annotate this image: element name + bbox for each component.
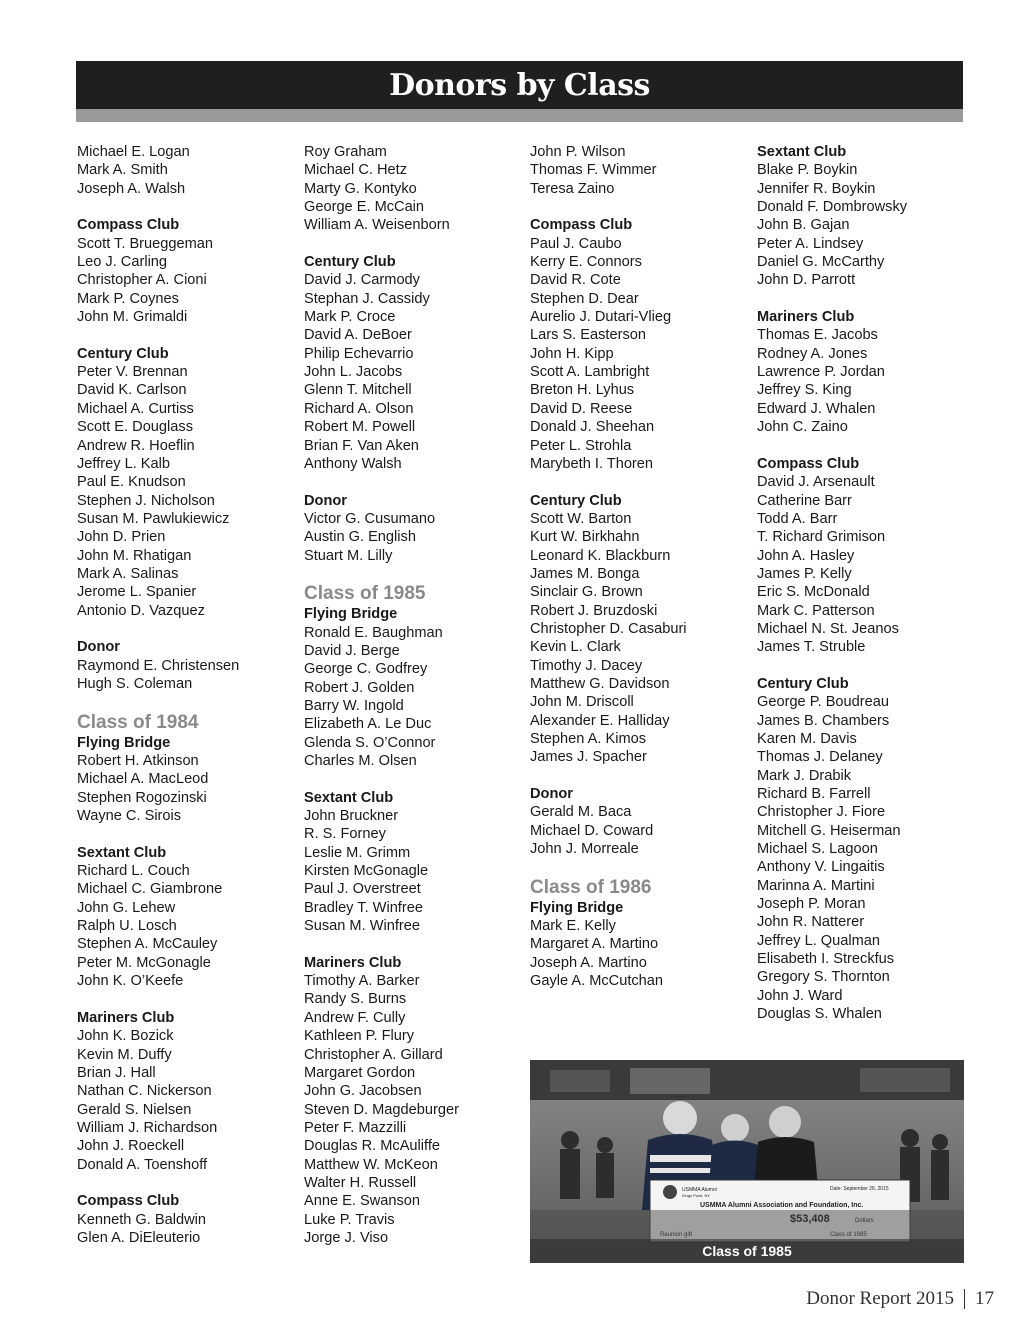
donor-name: Gregory S. Thornton [757,969,890,986]
giving-level-heading: Mariners Club [77,1009,175,1026]
donor-name: John D. Parrott [757,272,856,289]
footer-separator [964,1289,965,1309]
donor-name: Jeffrey L. Qualman [757,932,881,949]
giving-level-heading: Flying Bridge [304,606,398,623]
donor-name: David J. Carmody [304,272,420,289]
donor-name: Timothy J. Dacey [530,657,643,674]
donor-name: Sinclair G. Brown [530,584,643,601]
donor-name: Aurelio J. Dutari-Vlieg [530,309,672,326]
donor-name: John B. Gajan [757,217,850,234]
donor-name: Charles M. Olsen [304,753,417,769]
donor-name: John Bruckner [304,808,399,825]
donor-column-2 [304,143,524,1247]
donor-name: Daniel G. McCarthy [757,254,885,271]
donor-name: Michael A. MacLeod [77,771,209,788]
donor-name: Stephen D. Dear [530,290,639,307]
donor-name: Scott A. Lambright [530,364,650,381]
donor-name: Todd A. Barr [757,510,838,527]
donor-name: George P. Boudreau [757,694,889,711]
donor-name: Joseph P. Moran [757,896,866,913]
donor-group [304,492,524,565]
donor-name: Elisabeth I. Streckfus [757,951,895,968]
giving-level-heading: Century Club [304,254,396,271]
class-year-heading: Class of 1985 [304,583,426,605]
donor-name: Ronald E. Baughman [304,624,443,641]
donor-group [77,844,297,991]
donor-name: R. S. Forney [304,826,386,843]
donor-group [530,785,750,858]
donor-group [304,583,524,770]
donor-name: Thomas E. Jacobs [757,327,878,344]
giving-level-heading: Century Club [530,492,622,509]
donor-name: Michael E. Logan [77,144,190,160]
class-year-heading: Class of 1984 [77,711,199,733]
donor-column-4 [757,143,977,1024]
donor-name: John G. Lehew [77,899,176,916]
donor-name: Stuart M. Lilly [304,547,393,564]
donor-name: Mark P. Coynes [77,290,179,307]
giving-level-heading: Compass Club [757,455,860,472]
giving-level-heading: Flying Bridge [77,734,171,751]
donor-name: Nathan C. Nickerson [77,1083,212,1100]
donor-name: Gerald M. Baca [530,804,632,821]
donor-column-1 [77,143,297,1247]
check-payee: USMMA Alumni Association and Foundation, Inc. [700,1202,864,1209]
donor-name: John G. Jacobsen [304,1083,422,1100]
donor-name: Catherine Barr [757,492,852,509]
donor-name: Mark E. Kelly [530,918,616,935]
donor-name: Philip Echevarrio [304,345,414,362]
donor-name: Michael A. Curtiss [77,400,194,417]
donor-name: Anne E. Swanson [304,1193,421,1210]
donor-name: Raymond E. Christensen [77,657,240,674]
donor-name: Leslie M. Grimm [304,844,411,861]
donor-name: John K. Bozick [77,1028,174,1045]
donor-group [77,638,297,693]
donor-group [757,675,977,1024]
donor-name: William J. Richardson [77,1119,218,1136]
donor-name: Michael D. Coward [530,822,654,839]
donor-name: Roy Graham [304,144,387,160]
donor-name: Jerome L. Spanier [77,584,197,601]
donor-name: Marinna A. Martini [757,877,875,894]
donor-name: Brian F. Van Aken [304,437,419,454]
donor-name: Mitchell G. Heiserman [757,822,901,839]
donor-name: Thomas J. Delaney [757,749,883,766]
donor-name: Blake P. Boykin [757,162,858,179]
donor-column-3 [530,143,750,990]
donor-name: James M. Bonga [530,565,640,582]
donor-name: Gerald S. Nielsen [77,1101,192,1118]
donor-name: Brian J. Hall [77,1064,156,1081]
donor-name: David J. Arsenault [757,474,875,491]
donor-name: Gayle A. McCutchan [530,973,664,990]
donor-name: Barry W. Ingold [304,697,404,714]
donor-name: Peter F. Mazzilli [304,1119,407,1136]
donor-name: Glenn T. Mitchell [304,382,412,399]
donor-name: William A. Weisenborn [304,217,450,234]
donor-name: James T. Struble [757,639,866,656]
page-title: Donors by Class [389,67,650,103]
donor-name: Paul J. Overstreet [304,881,421,898]
donor-name: Jeffrey L. Kalb [77,455,171,472]
donor-name: Thomas F. Wimmer [530,162,657,179]
donor-name: Marty G. Kontyko [304,180,417,197]
giving-level-heading: Donor [530,786,573,803]
donor-name: Luke P. Travis [304,1211,395,1228]
donor-name: Teresa Zaino [530,180,615,197]
donor-group [757,308,977,436]
page-footer [806,1288,994,1310]
donor-name: Timothy A. Barker [304,973,420,990]
giving-level-heading: Mariners Club [304,954,402,971]
donor-group [77,345,297,620]
donor-name: Donald F. Dombrowsky [757,199,908,216]
donor-name: Richard L. Couch [77,863,190,880]
donor-name: Kenneth G. Baldwin [77,1211,206,1228]
donor-name: Bradley T. Winfree [304,899,423,916]
class-year-heading: Class of 1986 [530,876,652,898]
donor-name: John A. Hasley [757,547,855,564]
giving-level-heading: Compass Club [77,1193,180,1210]
donor-name: George C. Godfrey [304,661,428,678]
donor-name: Antonio D. Vazquez [77,602,205,619]
donor-name: Robert M. Powell [304,419,416,436]
donor-group [77,1192,297,1247]
donor-name: Karen M. Davis [757,731,857,747]
donor-name: Peter A. Lindsey [757,235,864,252]
donor-group [77,216,297,326]
page-header-bar [76,61,963,109]
donor-name: John P. Wilson [530,144,626,160]
donor-name: John L. Jacobs [304,364,403,381]
class-photo-image [530,1060,964,1263]
donor-name: Andrew R. Hoeflin [77,437,195,454]
donor-group [530,143,750,198]
giving-level-heading: Sextant Club [304,789,394,806]
donor-name: John J. Ward [757,987,843,1004]
donor-name: Robert H. Atkinson [77,753,199,769]
donor-name: Jeffrey S. King [757,382,852,399]
header-rule [76,109,963,122]
donor-name: Susan M. Pawlukiewicz [77,510,230,527]
donor-name: Anthony Walsh [304,455,402,472]
donor-name: Steven D. Magdeburger [304,1101,459,1118]
donor-name: Mark C. Patterson [757,602,875,619]
donor-name: Margaret A. Martino [530,936,659,953]
giving-level-heading: Compass Club [77,217,180,234]
giving-level-heading: Flying Bridge [530,899,624,916]
donor-name: Victor G. Cusumano [304,510,436,527]
donor-name: John K. O’Keefe [77,973,184,990]
donor-name: Christopher A. Gillard [304,1046,443,1063]
donor-name: Stephan J. Cassidy [304,290,430,307]
giving-level-heading: Sextant Club [77,844,167,861]
donor-name: Donald J. Sheehan [530,419,655,436]
donor-name: John M. Rhatigan [77,547,192,564]
donor-name: James B. Chambers [757,712,890,729]
donor-name: Scott T. Brueggeman [77,235,214,252]
donor-name: John D. Prien [77,529,166,546]
donor-group [304,954,524,1248]
donor-name: Eric S. McDonald [757,584,870,601]
donor-name: Michael N. St. Jeanos [757,620,899,637]
donor-name: Kevin M. Duffy [77,1046,172,1063]
donor-name: Kathleen P. Flury [304,1028,415,1045]
donor-name: Christopher A. Cioni [77,272,207,289]
donor-group [304,143,524,235]
donor-name: David D. Reese [530,400,633,417]
donor-name: Breton H. Lyhus [530,382,635,399]
donor-name: David R. Cote [530,272,621,289]
donor-name: Wayne C. Sirois [77,808,182,825]
donor-name: Richard A. Olson [304,400,414,417]
donor-name: George E. McCain [304,199,425,216]
donor-name: Leo J. Carling [77,254,168,271]
donor-name: John M. Grimaldi [77,309,188,326]
donor-name: John J. Morreale [530,841,639,858]
donor-name: Jennifer R. Boykin [757,180,876,197]
donor-name: Paul J. Caubo [530,235,622,252]
giving-level-heading: Donor [77,639,120,656]
donor-name: Scott E. Douglass [77,419,193,436]
donor-name: Margaret Gordon [304,1064,416,1081]
donor-name: Kevin L. Clark [530,639,621,656]
donor-name: Stephen A. McCauley [77,936,218,953]
giving-level-heading: Compass Club [530,217,633,234]
donor-name: Andrew F. Cully [304,1009,406,1026]
donor-name: Christopher D. Casaburi [530,620,687,637]
donor-name: Mark P. Croce [304,309,396,326]
donor-name: Glen A. DiEleuterio [77,1229,201,1246]
donor-name: Matthew W. McKeon [304,1156,438,1173]
check-issuer-place: Kings Point, NY [682,1193,711,1198]
check-date: Date: September 26, 2015 [830,1186,889,1192]
giving-level-heading: Century Club [757,675,849,692]
donor-name: Alexander E. Halliday [530,712,670,729]
donor-name: Peter L. Strohla [530,437,632,454]
donor-name: Lawrence P. Jordan [757,364,885,381]
donor-name: Douglas S. Whalen [757,1006,882,1023]
donor-name: Lars S. Easterson [530,327,646,344]
donor-group [304,789,524,936]
donor-name: John H. Kipp [530,345,614,362]
donor-group [77,143,297,198]
class-photo [530,1060,964,1263]
donor-name: Austin G. English [304,529,416,546]
donor-name: Kerry E. Connors [530,254,642,271]
donor-name: Glenda S. O’Connor [304,734,436,751]
donor-name: Stephen A. Kimos [530,731,647,747]
donor-name: Joseph A. Martino [530,954,647,971]
donor-name: Marybeth I. Thoren [530,455,654,472]
check-issuer: USMMA Alumni [682,1187,717,1193]
donor-name: Jorge J. Viso [304,1229,389,1246]
donor-name: Kirsten McGonagle [304,863,429,880]
donor-name: Matthew G. Davidson [530,675,670,692]
donor-name: Michael S. Lagoon [757,841,878,858]
donor-name: Mark A. Salinas [77,565,179,582]
donor-name: Peter M. McGonagle [77,954,211,971]
donor-name: Mark A. Smith [77,162,168,179]
donor-name: David J. Berge [304,642,400,659]
donor-name: John C. Zaino [757,419,848,436]
donor-name: Stephen J. Nicholson [77,492,215,509]
donor-name: Anthony V. Lingaitis [757,859,885,876]
donor-group [304,253,524,473]
donor-name: T. Richard Grimison [757,529,886,546]
donor-name: Michael C. Hetz [304,162,407,179]
donor-name: Douglas R. McAuliffe [304,1138,440,1155]
donor-name: Leonard K. Blackburn [530,547,671,564]
donor-name: Peter V. Brennan [77,364,188,381]
donor-name: Scott W. Barton [530,510,632,527]
giving-level-heading: Mariners Club [757,309,855,326]
donor-group [77,1009,297,1174]
donor-name: Christopher J. Fiore [757,804,886,821]
giving-level-heading: Sextant Club [757,144,847,160]
donor-name: Michael C. Giambrone [77,881,223,898]
photo-caption: Class of 1985 [530,1239,964,1263]
donor-name: John M. Driscoll [530,694,634,711]
donor-name: David A. DeBoer [304,327,412,344]
donor-name: John J. Roeckell [77,1138,185,1155]
donor-name: Donald A. Toenshoff [77,1156,208,1173]
donor-name: Walter H. Russell [304,1174,417,1191]
donor-name: Edward J. Whalen [757,400,876,417]
donor-name: Susan M. Winfree [304,918,420,935]
donor-name: Randy S. Burns [304,991,407,1008]
donor-name: Stephen Rogozinski [77,789,207,806]
giving-level-heading: Century Club [77,345,169,362]
donor-name: Paul E. Knudson [77,474,186,491]
report-title: Donor Report 2015 [806,1288,954,1309]
donor-name: Joseph A. Walsh [77,180,186,197]
donor-group [530,216,750,473]
giving-level-heading: Donor [304,492,347,509]
donor-name: Robert J. Golden [304,679,415,696]
page-number: 17 [975,1288,994,1309]
donor-name: Richard B. Farrell [757,786,871,803]
donor-name: Hugh S. Coleman [77,675,193,692]
donor-group [530,492,750,767]
donor-name: James J. Spacher [530,749,647,766]
donor-name: John R. Natterer [757,914,865,931]
donor-name: David K. Carlson [77,382,187,399]
donor-name: Mark J. Drabik [757,767,852,784]
donor-name: Elizabeth A. Le Duc [304,716,432,733]
donor-name: Kurt W. Birkhahn [530,529,640,546]
donor-name: Ralph U. Losch [77,918,177,935]
donor-name: James P. Kelly [757,565,852,582]
donor-name: Rodney A. Jones [757,345,868,362]
donor-group [757,143,977,290]
donor-group [757,455,977,657]
donor-group [530,877,750,991]
donor-group [77,712,297,826]
donor-name: Robert J. Bruzdoski [530,602,658,619]
